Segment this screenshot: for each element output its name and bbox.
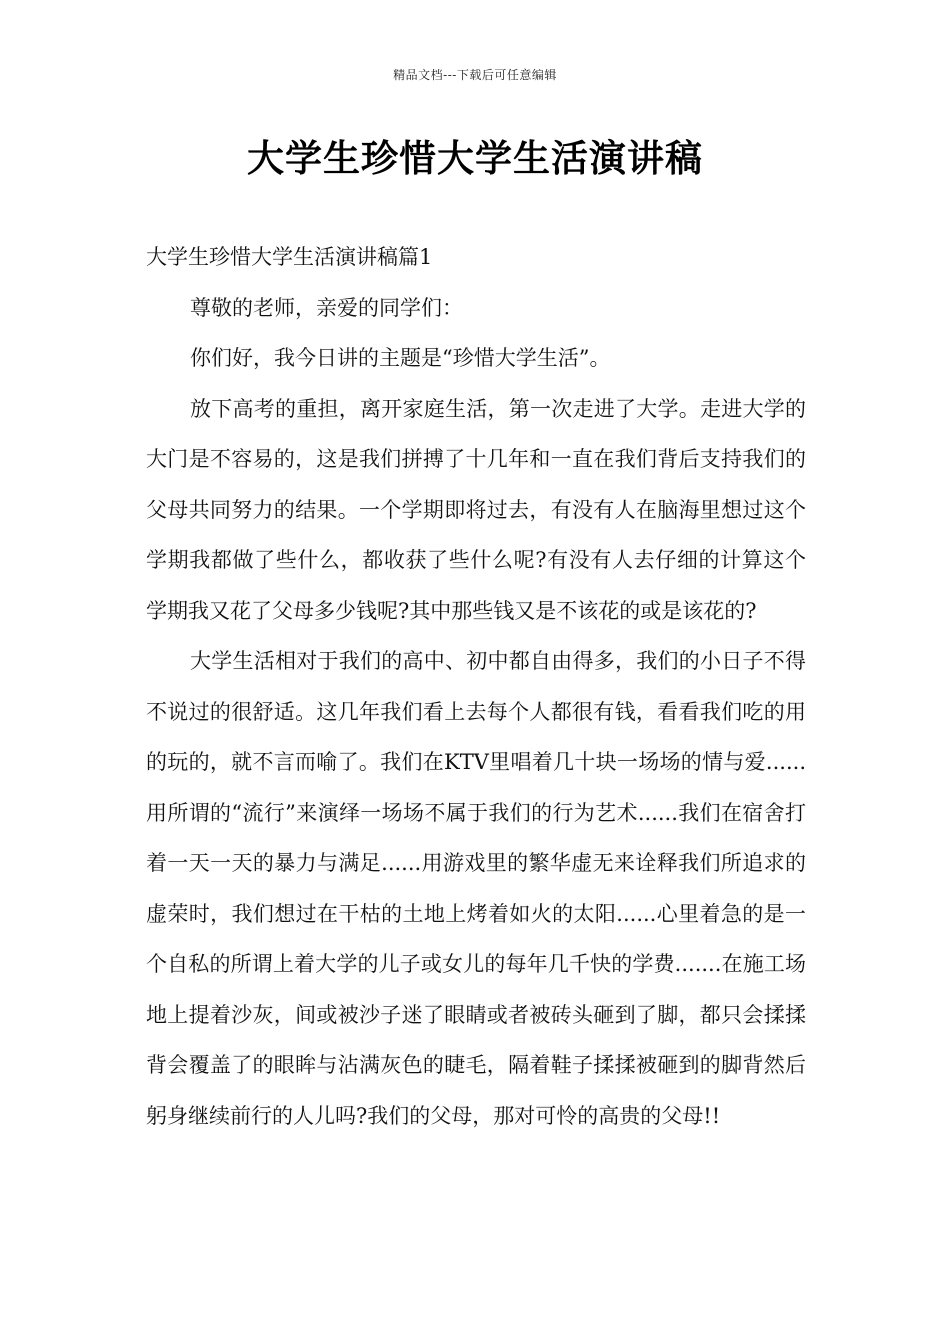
salutation-paragraph: 尊敬的老师，亲爱的同学们：	[190, 295, 463, 320]
header-note: 精品文档---下载后可任意编辑	[393, 68, 557, 82]
body-paragraph: 大学生活相对于我们的高中、初中都自由得多，我们的小日子不得不说过的很舒适。这几年我们看上去每个人都很有钱，看看我们吃的用的玩的，就不言而喻了。我们在KTV里唱着几十块一场场的情与爱......用所谓的“流行”来演绎一场场不属于我们的行为艺术......我们在宿舍打着一天一天的暴力与满足......用游戏里的繁华虚无来诠释我们所追求的虚荣时，我们想过在干枯的土地上烤着如火的太阳......心里着急的是一个自私的所谓上着大学的儿子或女儿的每年几千快的学费.......在施工场地上提着沙灰，间或被沙子迷了眼睛或者被砖头砸到了脚，都只会揉揉背会覆盖了的眼眸与沾满灰色的睫毛，隔着鞋子揉揉被砸到的脚背然后躬身继续前行的人儿吗?我们的父母，那对可怜的高贵的父母!!	[146, 649, 806, 1128]
document-title: 大学生珍惜大学生活演讲稿	[247, 137, 703, 180]
body-paragraph: 放下高考的重担，离开家庭生活，第一次走进了大学。走进大学的大门是不容易的，这是我们拼搏了十几年和一直在我们背后支持我们的父母共同努力的结果。一个学期即将过去，有没有人在脑海里想过这个学期我都做了些什么，都收获了些什么呢?有没有人去仔细的计算这个学期我又花了父母多少钱呢?其中那些钱又是不该花的或是该花的?	[146, 396, 806, 623]
section-heading: 大学生珍惜大学生活演讲稿篇1	[146, 245, 433, 269]
greeting-paragraph: 你们好，我今日讲的主题是“珍惜大学生活”。	[190, 346, 611, 370]
document-body	[146, 232, 806, 1141]
